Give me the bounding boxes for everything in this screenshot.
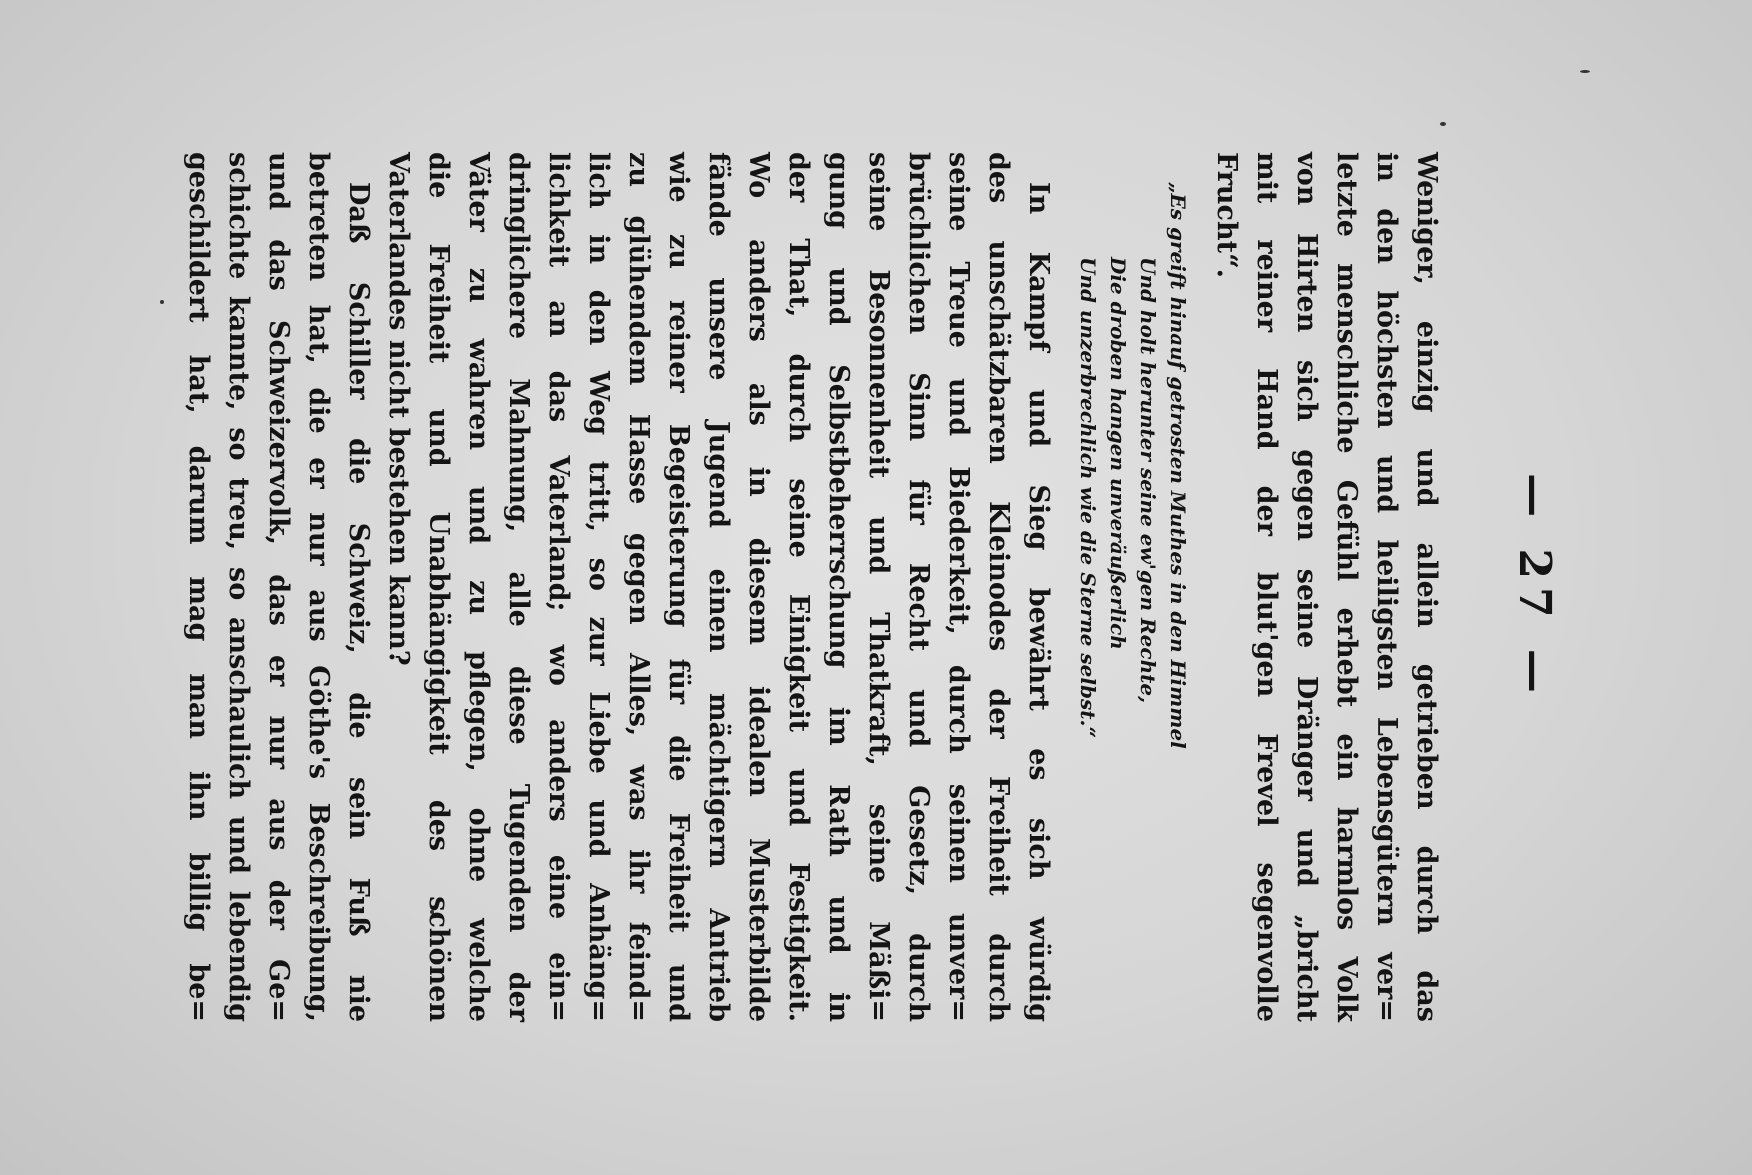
text-line: des unschätzbaren Kleinodes der Freiheit durch	[983, 152, 1014, 1022]
text-line: und das Schweizervolk, das er nur aus der Ge=	[263, 152, 294, 1022]
quote-line: Und holt herunter seine ew'gen Rechte,	[1136, 257, 1160, 704]
quote-line: „Es greift hinauf getrosten Muthes in den Himmel	[1166, 182, 1190, 749]
text-line: Wo anders als in diesem idealen Musterbilde	[743, 152, 774, 1022]
text-line: brüchlichen Sinn für Recht und Gesetz, durch	[903, 152, 934, 1022]
text-line: der That, durch seine Einigkeit und Festigkeit.	[783, 152, 814, 1022]
text-line: betreten hat, die er nur aus Göthe's Beschreibung,	[303, 152, 334, 1022]
text-line: mit reiner Hand der blut'gen Frevel segenvolle	[1251, 152, 1282, 1022]
text-line: von Hirten sich gegen seine Dränger und „bricht	[1291, 152, 1322, 1022]
quote-line: Und unzerbrechlich wie die Sterne selbst.“	[1076, 257, 1100, 738]
text-line: die Freiheit und Unabhängigkeit des schönen	[423, 152, 454, 1022]
text-line: schichte kannte, so treu, so anschaulich und lebendig	[223, 152, 254, 1022]
text-line: lich in den Weg tritt, so zur Liebe und Anhäng=	[583, 152, 614, 1022]
text-line: lichkeit an das Vaterland; wo anders eine ein=	[543, 152, 574, 1022]
page-number: — 27 —	[1509, 473, 1560, 701]
text-line: Daß Schiller die Schweiz, die sein Fuß nie	[343, 182, 374, 1022]
book-page	[156, 37, 1596, 1137]
text-line: geschildert hat, darum mag man ihn billig be=	[183, 152, 214, 1022]
text-line: Vaterlandes nicht bestehen kann?	[383, 152, 414, 666]
text-line: In Kampf und Sieg bewährt es sich würdig	[1023, 182, 1054, 1022]
text-line: Weniger, einzig und allein getrieben durch das	[1411, 152, 1442, 1022]
text-line: seine Treue und Biederkeit, durch seinen unver=	[943, 152, 974, 1022]
text-line: seine Besonnenheit und Thatkraft, seine Mäßi=	[863, 152, 894, 1022]
text-line: zu glühendem Hasse gegen Alles, was ihr feind=	[623, 152, 654, 1022]
text-line: Väter zu wahren und zu pflegen, ohne welche	[463, 152, 494, 1022]
text-line: wie zu reiner Begeisterung für die Freiheit und	[663, 152, 694, 1022]
quote-line: Die droben hangen unveräußerlich	[1106, 257, 1130, 650]
text-line: dringlichere Mahnung, alle diese Tugenden der	[503, 152, 534, 1022]
text-line: Frucht“.	[1211, 152, 1242, 279]
text-line: letzte menschliche Gefühl erhebt ein harmlos Volk	[1331, 152, 1362, 1022]
text-line: fände unsere Jugend einen mächtigern Antrieb	[703, 152, 734, 1022]
text-line: in den höchsten und heiligsten Lebensgütern ver=	[1371, 152, 1402, 1022]
text-line: gung und Selbstbeherrschung im Rath und in	[823, 152, 854, 1022]
